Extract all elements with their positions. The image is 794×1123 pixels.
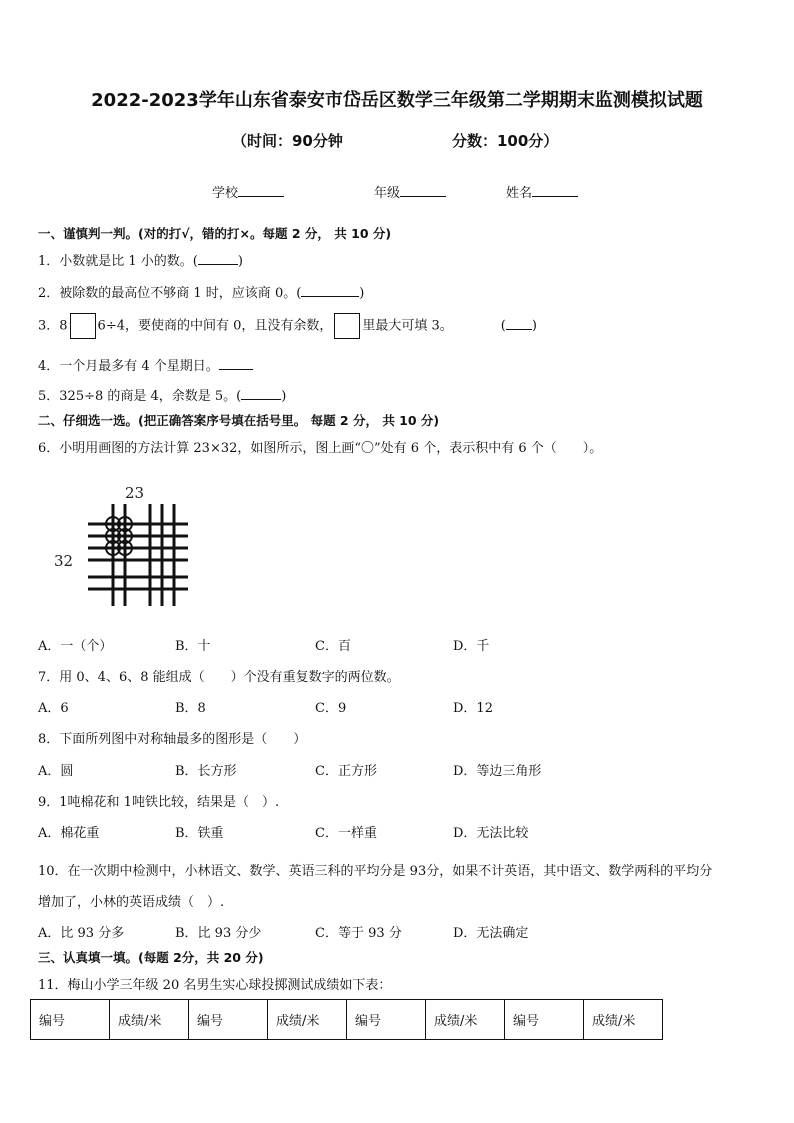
digit-box[interactable] (70, 313, 96, 339)
exam-time: （时间：90分钟 (232, 132, 343, 150)
question-2: 2．被除数的最高位不够商 1 时，应该商 0。( ) (38, 286, 365, 301)
grid-label-32: 32 (54, 552, 74, 570)
q10-option-a[interactable]: A．比 93 分多 (38, 926, 125, 941)
scores-table (30, 999, 663, 1040)
table-header-cell: 成绩/米 (584, 1000, 663, 1040)
question-5: 5．325÷8 的商是 4，余数是 5。( ) (38, 389, 287, 404)
q8-option-b[interactable]: B．长方形 (175, 764, 237, 779)
exam-score: 分数：100分） (452, 132, 559, 150)
q10-option-d[interactable]: D．无法确定 (453, 926, 529, 941)
section-2-heading: 二、仔细选一选。(把正确答案序号填在括号里。 每题 2 分， 共 10 分) (38, 413, 440, 428)
q8-option-a[interactable]: A．圆 (38, 764, 74, 779)
question-6: 6．小明用画图的方法计算 23×32，如图所示，图上画“〇”处有 6 个，表示积中有 6 个（ ）。 (38, 441, 603, 456)
question-3: 3．8 6÷4，要使商的中间有 0，且没有余数， 里最大可填 3。 ( ) (38, 313, 537, 339)
name-label: 姓名 (506, 186, 533, 201)
name-field[interactable] (506, 182, 578, 201)
multiplication-grid-figure (52, 480, 192, 610)
q7-option-d[interactable]: D．12 (453, 701, 493, 716)
q9-option-a[interactable]: A．棉花重 (38, 826, 100, 841)
question-7: 7．用 0、4、6、8 能组成（ ）个没有重复数字的两位数。 (38, 670, 400, 685)
q6-option-a[interactable]: A．一（个） (38, 639, 113, 654)
q9-option-d[interactable]: D．无法比较 (453, 826, 529, 841)
table-header-cell: 编号 (31, 1000, 110, 1040)
q9-option-c[interactable]: C．一样重 (315, 826, 377, 841)
question-11: 11．梅山小学三年级 20 名男生实心球投掷测试成绩如下表： (38, 978, 392, 993)
question-1: 1．小数就是比 1 小的数。( ) (38, 254, 243, 269)
question-9: 9．1吨棉花和 1吨铁比较，结果是（ ）. (38, 795, 280, 810)
q7-option-b[interactable]: B．8 (175, 701, 206, 716)
table-header-cell: 编号 (189, 1000, 268, 1040)
q10-option-c[interactable]: C．等于 93 分 (315, 926, 402, 941)
question-10-line-2: 增加了，小林的英语成绩（ ）. (38, 895, 225, 910)
q6-option-b[interactable]: B．十 (175, 639, 211, 654)
q7-option-a[interactable]: A．6 (38, 701, 69, 716)
question-8: 8．下面所列图中对称轴最多的图形是（ ） (38, 732, 307, 747)
page-title: 2022-2023学年山东省泰安市岱岳区数学三年级第二学期期末监测模拟试题 (91, 90, 703, 111)
question-4: 4．一个月最多有 4 个星期日。 (38, 355, 253, 374)
grade-label: 年级 (374, 186, 401, 201)
table-row (31, 1000, 663, 1040)
q6-option-c[interactable]: C．百 (315, 639, 351, 654)
table-header-cell: 成绩/米 (110, 1000, 189, 1040)
table-header-cell: 成绩/米 (268, 1000, 347, 1040)
q9-option-b[interactable]: B．铁重 (175, 826, 224, 841)
digit-box-2[interactable] (334, 313, 360, 339)
section-1-heading: 一、谨慎判一判。(对的打√，错的打×。每题 2 分， 共 10 分) (38, 226, 392, 241)
q6-option-d[interactable]: D．千 (453, 639, 490, 654)
question-10-line-1: 10．在一次期中检测中，小林语文、数学、英语三科的平均分是 93分，如果不计英语，其中语文、数学两科的平均分 (38, 864, 713, 879)
school-label: 学校 (212, 186, 239, 201)
section-3-heading: 三、认真填一填。(每题 2分，共 20 分) (38, 950, 264, 965)
table-header-cell: 编号 (347, 1000, 426, 1040)
q8-option-c[interactable]: C．正方形 (315, 764, 377, 779)
q7-option-c[interactable]: C．9 (315, 701, 347, 716)
q8-option-d[interactable]: D．等边三角形 (453, 764, 542, 779)
grade-field[interactable] (374, 182, 446, 201)
q10-option-b[interactable]: B．比 93 分少 (175, 926, 262, 941)
school-field[interactable] (212, 182, 284, 201)
table-header-cell: 成绩/米 (426, 1000, 505, 1040)
table-header-cell: 编号 (505, 1000, 584, 1040)
grid-label-23: 23 (125, 484, 145, 502)
